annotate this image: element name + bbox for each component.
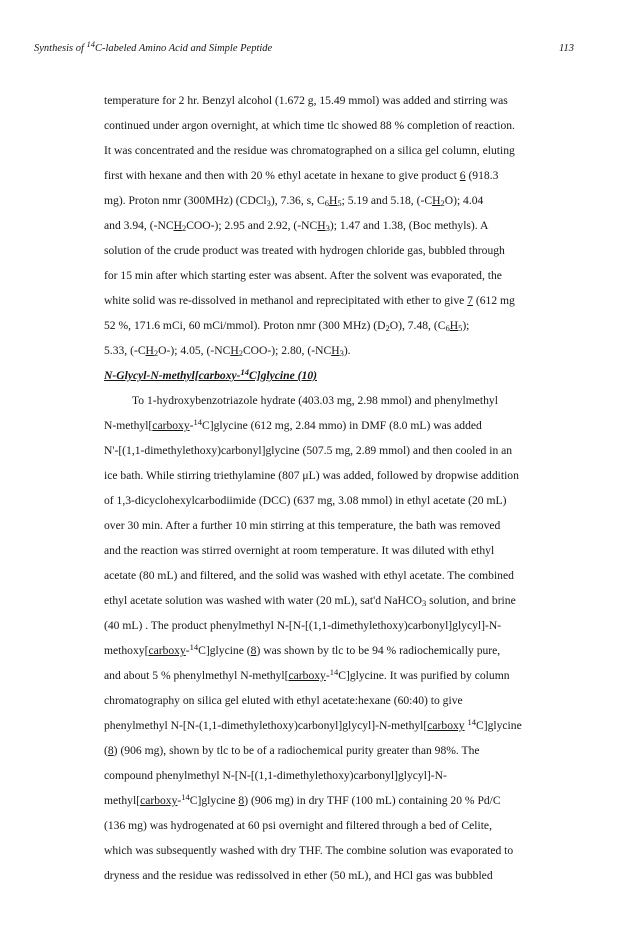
text-line: temperature for 2 hr. Benzyl alcohol (1.672 g, 15.49 mmol) was added and stirring was (104, 94, 508, 107)
text-line: mg). Proton nmr (300MHz) (CDCl$_3$), 7.36, s, $C_6H_5$; 5.19 and 5.18, $(-CH_2O)$; 4.04 (104, 194, 484, 208)
text-line: (8) (906 mg), shown by tlc to be of a radiochemical purity greater than 98%. The (104, 744, 480, 757)
text-line: first with hexane and then with 20 % ethyl acetate in hexane to give product 6 (918.3 (104, 169, 499, 182)
text-line: 5.33, $(-CH_2O-)$; 4.05, $(-NCH_2COO-)$; 2.80, $(-NCH_3)$. (104, 344, 351, 358)
text-line: N-methyl[carboxy-$^{14}$C]glycine (612 mg, 2.84 mmo) in DMF (8.0 mL) was added (104, 417, 482, 432)
text-line: of 1,3-dicyclohexylcarbodiimide (DCC) (637 mg, 3.08 mmol) in ethyl acetate (20 mL) (104, 494, 507, 507)
text-line: (136 mg) was hydrogenated at 60 psi overnight and filtered through a bed of Celite, (104, 819, 492, 832)
text-line: and the reaction was stirred overnight at room temperature. It was diluted with ethyl (104, 544, 495, 557)
text-line: 52 %, 171.6 mCi, 60 mCi/mmol). Proton nmr (300 MHz) $(D_2O)$, 7.48, $(C_6H_5)$; (104, 319, 470, 333)
text-line: solution of the crude product was treated with hydrogen chloride gas, bubbled through (104, 244, 505, 257)
section-heading: N-Glycyl-N-methyl[carboxy-$^{14}$C]glycine (10) (104, 367, 317, 382)
text-line: over 30 min. After a further 10 min stirring at this temperature, the bath was removed (104, 519, 501, 532)
page-number: 113 (559, 43, 574, 54)
text-line: which was subsequently washed with dry THF. The combine solution was evaporated to (104, 844, 514, 857)
text-line: methoxy[carboxy-$^{14}$C]glycine (8) was shown by tlc to be 94 % radiochemically pure, (104, 642, 501, 657)
text-line: ethyl acetate solution was washed with water (20 mL), sat'd NaHCO$_3$ solution, and brine (104, 594, 516, 608)
text-line: methyl[carboxy-$^{14}$C]glycine 8) (906 mg) in dry THF (100 mL) containing 20 % Pd/C (104, 792, 501, 807)
running-header (34, 39, 574, 59)
text-line: ice bath. While stirring triethylamine (807 μL) was added, followed by dropwise addition (104, 469, 519, 482)
text-line: To 1-hydroxybenzotriazole hydrate (403.03 mg, 2.98 mmol) and phenylmethyl (132, 394, 498, 407)
text-line: white solid was re-dissolved in methanol and reprecipitated with ether to give 7 (612 mg (104, 294, 515, 307)
text-line: (40 mL) . The product phenylmethyl N-[N-[(1,1-dimethylethoxy)carbonyl]glycyl]-N- (104, 619, 502, 632)
text-line: dryness and the residue was redissolved in ether (50 mL), and HCl gas was bubbled (104, 869, 493, 882)
text-line: phenylmethyl N-[N-(1,1-dimethylethoxy)carbonyl]glycyl]-N-methyl[carboxy $^{14}$C]glycine (104, 717, 522, 732)
text-line: It was concentrated and the residue was chromatographed on a silica gel column, eluting (104, 144, 515, 157)
text-line: and about 5 % phenylmethyl N-methyl[carboxy-$^{14}$C]glycine. It was purified by column (104, 667, 510, 682)
text-line: acetate (80 mL) and filtered, and the solid was washed with ethyl acetate. The combined (104, 569, 514, 582)
text-line: compound phenylmethyl N-[N-[(1,1-dimethylethoxy)carbonyl]glycyl]-N- (104, 769, 447, 782)
running-title: Synthesis of $^{14}$C-labeled Amino Acid and Simple Peptide (34, 39, 273, 54)
text-line: for 15 min after which starting ester was absent. After the solvent was evaporated, the (104, 269, 502, 282)
text-line: chromatography on silica gel eluted with ethyl acetate:hexane (60:40) to give (104, 694, 463, 707)
text-line: N'-[(1,1-dimethylethoxy)carbonyl]glycine (507.5 mg, 2.89 mmol) and then cooled in an (104, 444, 513, 457)
text-line: continued under argon overnight, at which time tlc showed 88 % completion of reaction. (104, 119, 515, 132)
text-line: and 3.94, $(-NCH_2COO-)$; 2.95 and 2.92, $(-NCH_3)$; 1.47 and 1.38, (Boc methyls). A (104, 219, 489, 233)
body-text (104, 88, 584, 888)
